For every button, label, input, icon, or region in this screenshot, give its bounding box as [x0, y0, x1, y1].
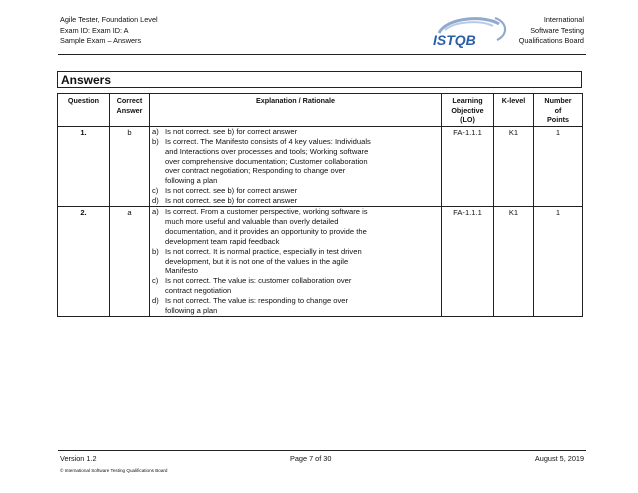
- header-right: [519, 15, 584, 47]
- header-points-line: of: [554, 105, 562, 115]
- points: 1: [534, 207, 583, 317]
- option-text-line: Manifesto: [165, 266, 198, 276]
- explanation-option: [152, 127, 438, 137]
- option-text-line: over contract negotiation; Responding to change over: [165, 166, 346, 176]
- option-text: [165, 296, 438, 316]
- option-text-line: development team rapid feedback: [165, 236, 280, 246]
- table-row: [58, 207, 583, 317]
- option-text: [165, 247, 438, 277]
- explanation-option: [152, 137, 438, 187]
- learning-objective: FA-1.1.1: [442, 126, 494, 206]
- answers-heading-box: [57, 71, 582, 88]
- header-k-level: K-level: [494, 94, 534, 127]
- svg-text:ISTQB: ISTQB: [433, 32, 476, 48]
- header-learning-objective: [442, 94, 494, 127]
- option-letter: d): [152, 196, 159, 206]
- explanation-option: [152, 196, 438, 206]
- header-correct-answer-line: Answer: [116, 105, 143, 115]
- option-text: [165, 196, 438, 206]
- explanation-option: [152, 276, 438, 296]
- explanation-cell: [150, 126, 442, 206]
- k-level: K1: [494, 207, 534, 317]
- header-lo-line: Objective: [451, 105, 484, 115]
- option-text-line: over comprehensive documentation; Customer collaboration: [165, 156, 368, 166]
- option-text-line: Is correct. The Manifesto consists of 4 key values: Individuals: [165, 136, 371, 146]
- question-number: 2.: [58, 207, 110, 317]
- footer-date: August 5, 2019: [534, 454, 584, 463]
- header-lo-line: (LO): [460, 115, 475, 125]
- istqb-logo: [425, 14, 513, 50]
- footer-page-number: Page 7 of 30: [290, 454, 332, 463]
- option-text-line: Is not correct. The value is: responding to change over: [165, 296, 349, 306]
- answers-title: Answers: [61, 73, 112, 87]
- header-points-line: Points: [547, 115, 569, 125]
- header-correct-answer-line: Correct: [116, 96, 143, 105]
- option-text: [165, 186, 438, 196]
- footer-copyright: © International Software Testing Qualifications Board: [60, 468, 168, 473]
- option-text-line: Is not correct. The value is: customer collaboration over: [165, 276, 352, 286]
- option-letter: c): [152, 186, 159, 196]
- header-divider: [58, 54, 586, 55]
- table-header-row: [58, 94, 583, 127]
- header-correct-answer: [110, 94, 150, 127]
- option-text-line: Is not correct. see b) for correct answer: [165, 126, 298, 136]
- footer-version: Version 1.2: [60, 454, 97, 463]
- option-text-line: documentation, and it provides an opportunity to provide the: [165, 226, 367, 236]
- learning-objective: FA-1.1.1: [442, 207, 494, 317]
- question-number: 1.: [58, 126, 110, 206]
- option-text-line: Is not correct. see b) for correct answer: [165, 196, 298, 206]
- option-letter: b): [152, 246, 159, 256]
- answers-table-body: [58, 126, 583, 316]
- header-left-line: Sample Exam – Answers: [60, 36, 142, 46]
- option-letter: b): [152, 136, 159, 146]
- explanation-option: [152, 296, 438, 316]
- option-text-line: and Interactions over processes and tools; Working software: [165, 146, 369, 156]
- header-left-line: Agile Tester, Foundation Level: [60, 15, 158, 24]
- table-row: [58, 126, 583, 206]
- footer-divider: [58, 450, 586, 451]
- option-text-line: Is correct. From a customer perspective, working software is: [165, 207, 368, 217]
- option-text-line: much more useful and valuable than overly detailed: [165, 216, 339, 226]
- option-letter: a): [152, 207, 159, 217]
- header-lo-line: Learning: [452, 96, 483, 105]
- option-text-line: development, but it is not one of the values in the agile: [165, 256, 349, 266]
- option-letter: d): [152, 296, 159, 306]
- explanation-cell: [150, 207, 442, 317]
- option-text: [165, 207, 438, 247]
- header-right-line: Software Testing: [530, 25, 584, 35]
- option-text: [165, 137, 438, 187]
- option-text: [165, 276, 438, 296]
- header-left-line: Exam ID: Exam ID: A: [60, 25, 129, 35]
- header-left: [60, 15, 158, 47]
- option-text-line: Is not correct. see b) for correct answer: [165, 186, 298, 196]
- option-text-line: following a plan: [165, 176, 218, 186]
- header-question: Question: [58, 94, 110, 127]
- header-points: [534, 94, 583, 127]
- header-points-line: Number: [544, 96, 572, 105]
- option-letter: a): [152, 126, 159, 136]
- header-right-line: International: [543, 15, 584, 24]
- option-text-line: following a plan: [165, 306, 218, 316]
- header-right-line: Qualifications Board: [518, 36, 584, 46]
- correct-answer: b: [110, 126, 150, 206]
- points: 1: [534, 126, 583, 206]
- option-letter: c): [152, 276, 159, 286]
- option-text: [165, 127, 438, 137]
- option-text-line: contract negotiation: [165, 286, 232, 296]
- correct-answer: a: [110, 207, 150, 317]
- option-text-line: Is not correct. It is normal practice, especially in test driven: [165, 246, 362, 256]
- explanation-option: [152, 207, 438, 247]
- explanation-option: [152, 186, 438, 196]
- header-explanation: Explanation / Rationale: [150, 94, 442, 127]
- answers-table: [57, 93, 583, 317]
- explanation-option: [152, 247, 438, 277]
- k-level: K1: [494, 126, 534, 206]
